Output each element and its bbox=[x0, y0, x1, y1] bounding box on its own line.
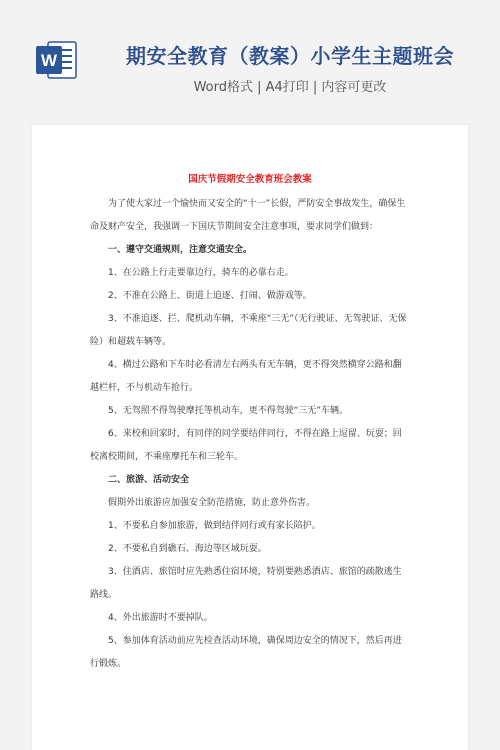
doc-paragraph: 6、来校和回家时，有同伴的同学要结伴同行，不得在路上逗留、玩耍；回校离校期间，不乘座摩托车和三轮车。 bbox=[90, 429, 402, 462]
doc-paragraph: 3、住酒店、旅馆时应先熟悉住宿环境，特别要熟悉酒店、旅馆的疏散逃生路线。 bbox=[90, 567, 402, 600]
document-title: 国庆节假期安全教育班会教案 bbox=[188, 174, 312, 185]
svg-text:W: W bbox=[40, 51, 58, 70]
doc-paragraph: 2、不准在公路上、街道上追逐、打闹、做游戏等。 bbox=[108, 291, 312, 301]
doc-paragraph: 3、不准追逐、拦、爬机动车辆，不乘座“三无”（无行驶证、无驾驶证、无保险）和超载车辆等。 bbox=[90, 314, 407, 347]
doc-paragraph: 1、不要私自参加旅游，做到结伴同行或有家长陪护。 bbox=[108, 521, 321, 531]
doc-paragraph: 5、无驾照不得驾驶摩托等机动车，更不得驾驶“三无”车辆。 bbox=[108, 406, 349, 416]
page-title: 期安全教育（教案）小学生主题班会 bbox=[126, 44, 454, 68]
section-heading: 一、遵守交通规则，注意交通安全。 bbox=[108, 245, 253, 255]
section-heading: 二、旅游、活动安全 bbox=[108, 475, 190, 485]
doc-paragraph: 1、在公路上行走要靠边行，骑车的必靠右走。 bbox=[108, 268, 294, 278]
doc-paragraph: 为了使大家过一个愉快而又安全的“十一”长假，严防安全事故发生，确保生命及财产安全，我强调一下国庆节期间安全注意事项，要求同学们做到： bbox=[90, 199, 406, 232]
header bbox=[0, 0, 500, 118]
word-icon bbox=[34, 40, 78, 80]
page-subtitle: Word格式 | A4打印 | 内容可更改 bbox=[193, 80, 387, 95]
doc-paragraph: 5、参加体育活动前应先检查活动环境，确保周边安全的情况下，然后再进行锻炼。 bbox=[90, 636, 402, 669]
document-body bbox=[90, 168, 410, 676]
doc-paragraph: 假期外出旅游应加强安全防范措施，防止意外伤害。 bbox=[108, 498, 316, 508]
doc-paragraph: 2、不要私自到礁石、海边等区域玩耍。 bbox=[108, 544, 267, 554]
document-page bbox=[32, 125, 468, 750]
doc-paragraph: 4、横过公路和下车时必看清左右两头有无车辆，更不得突然横穿公路和翻越栏杆，不与机动车抢行。 bbox=[90, 360, 402, 393]
doc-paragraph: 4、外出旅游时不要掉队。 bbox=[108, 613, 213, 623]
